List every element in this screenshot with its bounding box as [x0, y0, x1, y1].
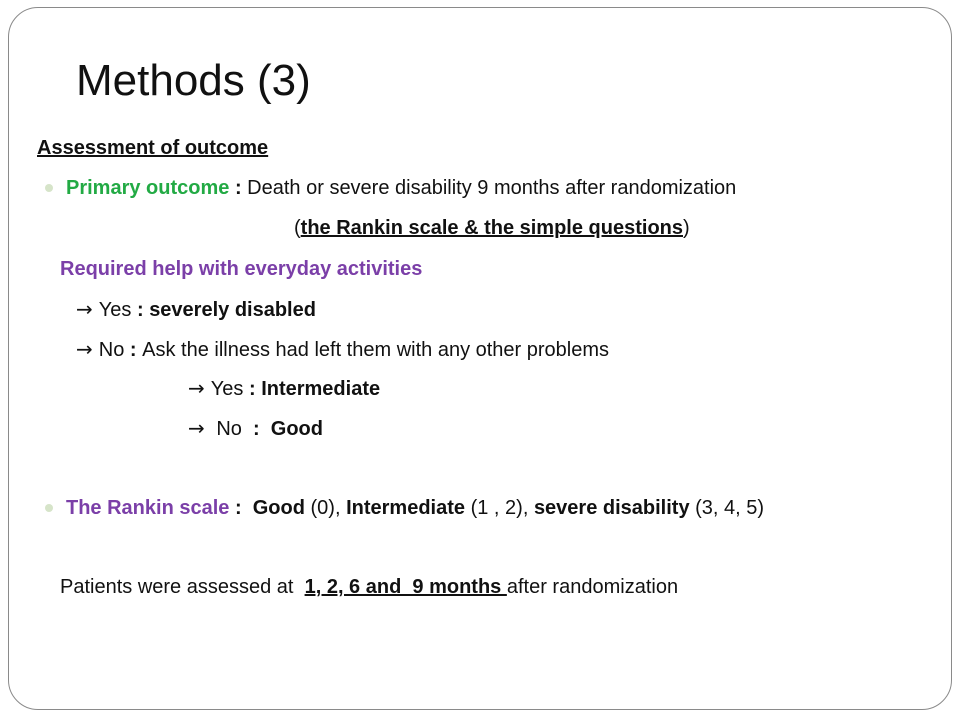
primary-outcome-text: Death or severe disability 9 months after randomization	[247, 177, 737, 199]
primary-outcome-sep: :	[229, 177, 248, 199]
rankin-severe: severe disability	[533, 497, 690, 519]
rankin-intermediate-value: (1 , 2),	[465, 497, 534, 519]
paren-open: (	[294, 217, 301, 239]
intermediate-text: Intermediate	[261, 378, 381, 400]
assessment-schedule-line	[60, 575, 678, 599]
severely-disabled-text: severely disabled	[149, 299, 316, 321]
rankin-severe-value: (3, 4, 5)	[689, 497, 765, 519]
rankin-sep: :	[229, 497, 253, 519]
rankin-questions-text: the Rankin scale & the simple questions	[300, 217, 683, 239]
yes-severe-line	[76, 297, 316, 322]
no-sep: :	[124, 339, 143, 361]
primary-outcome-label: Primary outcome	[66, 177, 230, 199]
rankin-intermediate: Intermediate	[346, 497, 466, 519]
arrow-right-icon: →	[76, 337, 93, 361]
primary-outcome-line	[66, 176, 736, 200]
bullet-icon	[45, 184, 53, 192]
no-problems-line	[76, 337, 609, 362]
no-label: No	[210, 418, 242, 440]
arrow-right-icon: →	[76, 297, 93, 321]
rankin-questions-line	[294, 216, 690, 240]
yes-label: Yes	[210, 378, 244, 400]
paren-close: )	[683, 217, 690, 239]
good-text: Good	[270, 418, 323, 440]
no-good-line	[188, 416, 323, 441]
yes-label: Yes	[98, 299, 132, 321]
rankin-good: Good	[252, 497, 305, 519]
no-label: No	[98, 339, 125, 361]
no-sep: :	[241, 418, 271, 440]
rankin-scale-line	[66, 496, 764, 520]
arrow-right-icon: →	[188, 376, 205, 400]
bullet-icon	[45, 504, 53, 512]
rankin-good-value: (0),	[304, 497, 347, 519]
assess-prefix: Patients were assessed at	[60, 576, 305, 598]
rankin-scale-label: The Rankin scale	[66, 497, 230, 519]
slide-title: Methods (3)	[76, 56, 311, 105]
required-help-line: Required help with everyday activities	[60, 258, 423, 280]
assess-suffix: after randomization	[506, 576, 679, 598]
yes-sep: :	[243, 378, 262, 400]
other-problems-text: Ask the illness had left them with any other problems	[142, 339, 610, 361]
assess-months: 1, 2, 6 and 9 months	[304, 576, 507, 598]
section-heading: Assessment of outcome	[37, 137, 269, 159]
yes-sep: :	[131, 299, 150, 321]
yes-intermediate-line	[188, 376, 380, 401]
arrow-right-icon: →	[188, 416, 205, 440]
